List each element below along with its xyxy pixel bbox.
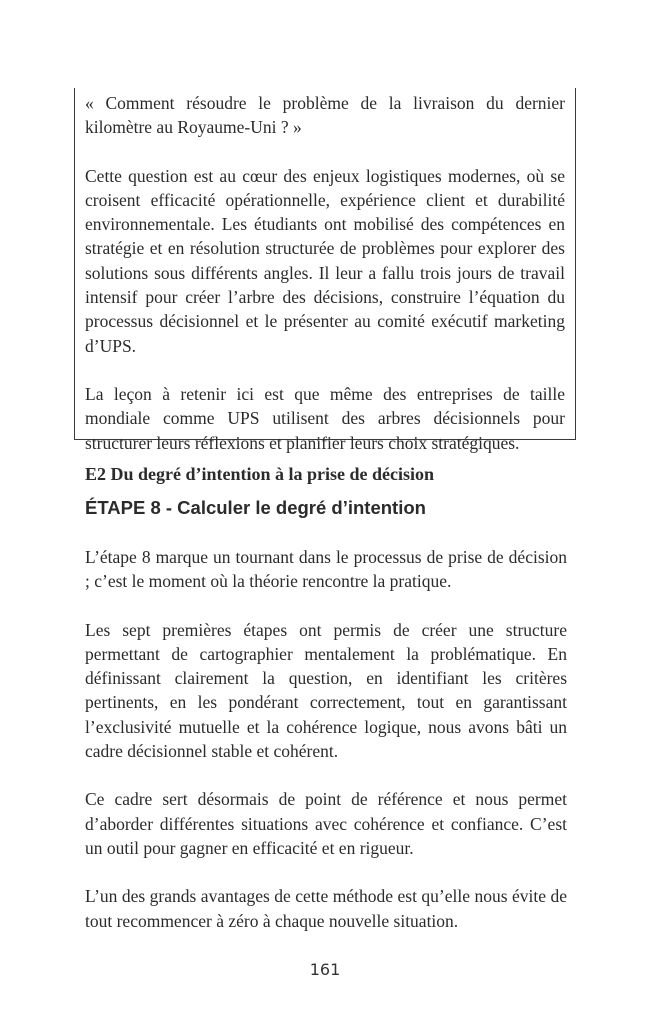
framed-case-study [74,88,576,453]
case-study-lesson: La leçon à retenir ici est que même des entreprises de taille mondiale comme UPS utilisent des arbres décisionnels pour structurer leurs réflexions et planifier leurs choix stratégiques. [85,383,565,453]
case-study-question: « Comment résoudre le problème de la livraison du dernier kilomètre au Royaume-Uni ? » [85,93,565,138]
body-paragraph: L’un des grands avantages de cette méthode est qu’elle nous évite de tout recommencer à zéro à chaque nouvelle situation. [85,886,567,931]
body-paragraph: Ce cadre sert désormais de point de référence et nous permet d’aborder différentes situations avec cohérence et confiance. C’est un outil pour gagner en efficacité et en rigueur. [85,789,567,858]
section-heading: E2 Du degré d’intention à la prise de décision [85,464,435,484]
body-text [85,545,567,933]
body-paragraph: L’étape 8 marque un tournant dans le processus de prise de décision ; c’est le moment où la théorie rencontre la pratique. [85,547,567,592]
step-heading: ÉTAPE 8 - Calculer le degré d’intention [85,497,426,518]
page-number: 161 [309,960,341,979]
body-paragraph: Les sept premières étapes ont permis de créer une structure permettant de cartographier mentalement la problématique. En définissant clairement la question, en identifiant les critères pertinents, en les pondérant correctement, tout en garantissant l’exclusivité mutuelle et la cohérence logique, nous avons bâti un cadre décisionnel stable et cohérent. [85,619,567,762]
case-study-paragraph: Cette question est au cœur des enjeux logistiques modernes, où se croisent efficacité opérationnelle, expérience client et durabilité environnementale. Les étudiants ont mobilisé des compétences en stratégie et en résolution structurée de problèmes pour explorer des solutions sous différents angles. Il leur a fallu trois jours de travail intensif pour créer l’arbre des décisions, construire l’équation du processus décisionnel et le présenter au comité exécutif marketing d’UPS. [85,165,565,356]
